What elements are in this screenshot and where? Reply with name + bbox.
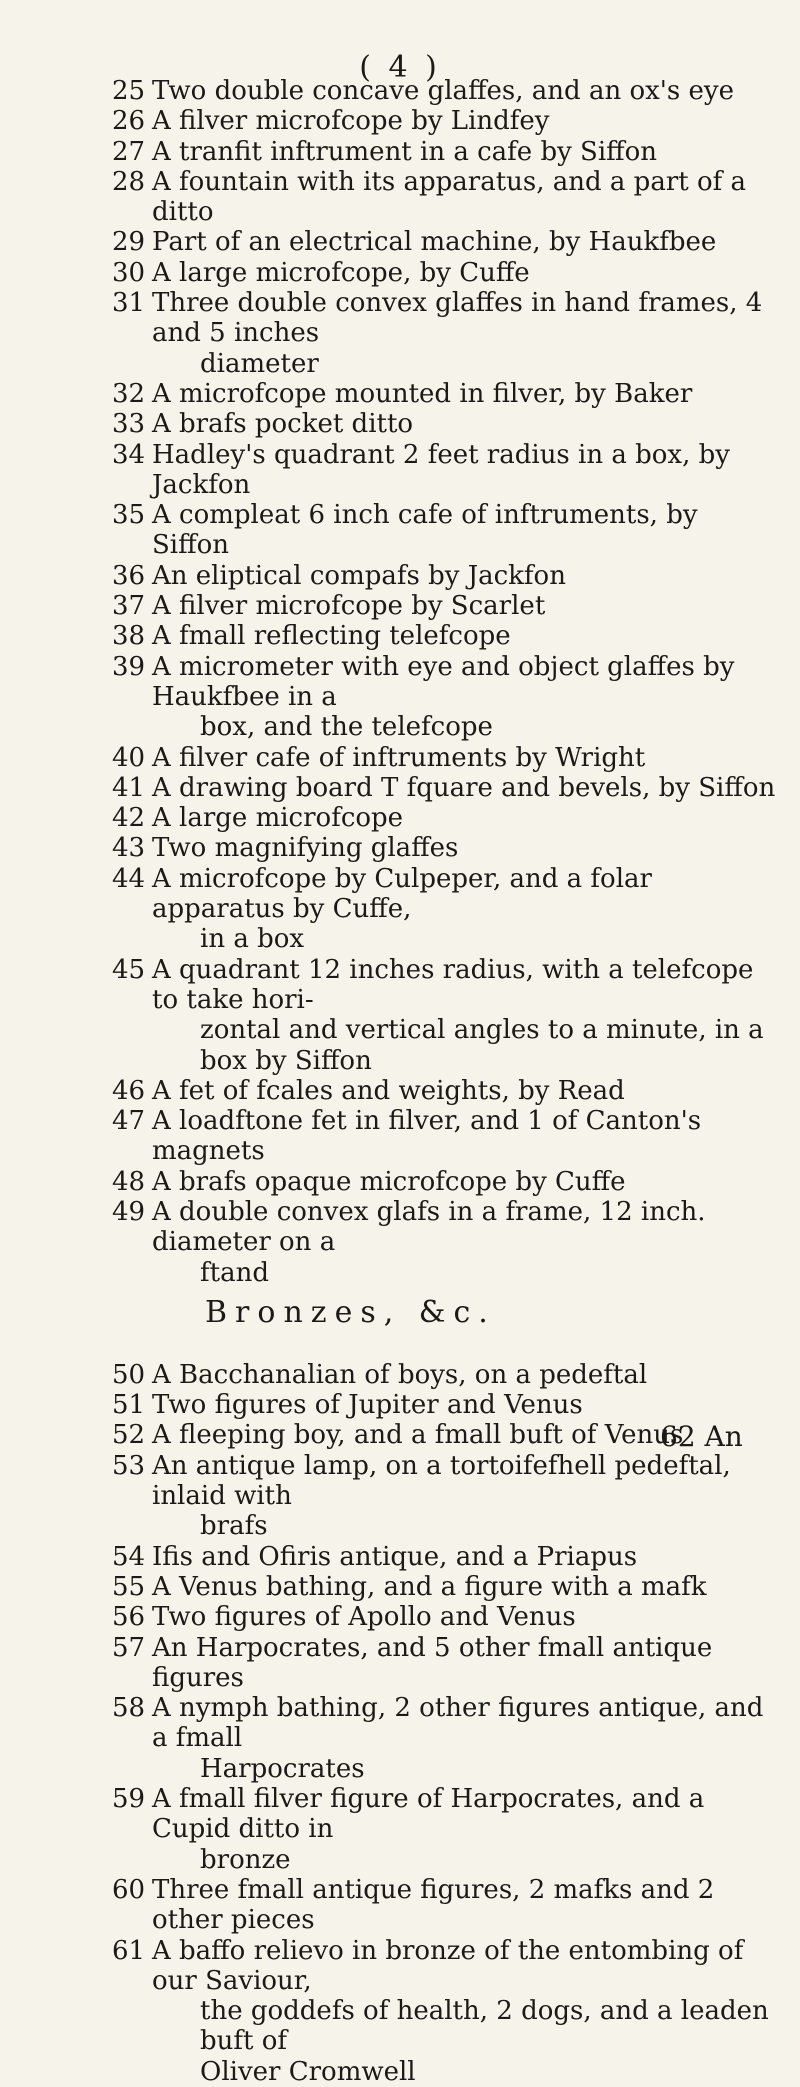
lot-description xyxy=(152,1633,776,1694)
catalogue-entry xyxy=(0,955,800,1076)
lot-number: 33 xyxy=(112,409,146,440)
description-line: A drawing board T fquare and bevels, by Siffon xyxy=(152,772,776,803)
lot-number: 29 xyxy=(112,227,146,258)
lot-number: 59 xyxy=(112,1784,146,1815)
lot-number: 50 xyxy=(112,1359,146,1390)
description-line: the goddefs of health, 2 dogs, and a leaden buft of xyxy=(200,1996,769,2057)
lot-description xyxy=(152,833,776,863)
lot-description xyxy=(152,1451,776,1542)
description-line: bronze xyxy=(200,1844,291,1875)
lot-description xyxy=(152,743,776,773)
catalogue-entry xyxy=(0,773,800,803)
description-line: A nymph bathing, 2 other figures antique, and a fmall xyxy=(152,1693,764,1754)
description-line: Ifis and Ofiris antique, and a Priapus xyxy=(152,1541,638,1572)
lot-number: 30 xyxy=(112,257,146,288)
lot-number: 54 xyxy=(112,1541,146,1572)
lot-description xyxy=(152,258,776,288)
description-line: brafs xyxy=(200,1511,268,1542)
catalogue-entry xyxy=(0,1167,800,1197)
catalogue-entry xyxy=(0,1542,800,1572)
lot-number: 53 xyxy=(112,1450,146,1481)
lot-number: 58 xyxy=(112,1693,146,1724)
catalogue-entry xyxy=(0,1784,800,1875)
lot-description xyxy=(152,379,776,409)
description-line: Part of an electrical machine, by Haukfbee xyxy=(152,227,717,258)
lot-description xyxy=(152,621,776,651)
description-line: A brafs opaque microfcope by Cuffe xyxy=(152,1166,626,1197)
description-line: A Bacchanalian of boys, on a pedeftal xyxy=(152,1359,648,1390)
description-line: A micrometer with eye and object glaffes by Haukfbee in a xyxy=(152,651,735,712)
lot-description xyxy=(152,167,776,228)
description-line: A large microfcope xyxy=(152,803,404,834)
catchword: 62 An xyxy=(660,1420,743,1453)
catalogue-entry xyxy=(0,258,800,288)
description-line: A baffo relievo in bronze of the entombing of our Saviour, xyxy=(152,1935,744,1996)
lot-number: 46 xyxy=(112,1075,146,1106)
lot-description xyxy=(152,1875,776,1936)
catalogue-entry xyxy=(0,1693,800,1784)
catalogue-entry xyxy=(0,561,800,591)
description-line: Two figures of Jupiter and Venus xyxy=(152,1390,583,1421)
lot-description xyxy=(152,1693,776,1784)
lot-number: 41 xyxy=(112,772,146,803)
catalogue-entry xyxy=(0,1197,800,1288)
lot-description xyxy=(152,137,776,167)
lot-number: 43 xyxy=(112,833,146,864)
lot-description xyxy=(152,561,776,591)
description-line: A fmall reflecting telefcope xyxy=(152,621,511,652)
lot-description xyxy=(152,1197,776,1288)
lot-description xyxy=(152,1106,776,1167)
lot-number: 48 xyxy=(112,1166,146,1197)
lot-description xyxy=(152,500,776,561)
section-heading: Bronzes, &c. xyxy=(205,1294,496,1330)
lot-number: 55 xyxy=(112,1571,146,1602)
lot-description xyxy=(152,288,776,379)
lot-number: 52 xyxy=(112,1420,146,1451)
catalogue-entry xyxy=(0,1875,800,1936)
lot-number: 37 xyxy=(112,591,146,622)
lot-description xyxy=(152,1936,776,2087)
catalogue-entry xyxy=(0,1106,800,1167)
catalogue-entry xyxy=(0,1451,800,1542)
lot-number: 31 xyxy=(112,288,146,319)
lot-number: 28 xyxy=(112,166,146,197)
lot-description xyxy=(152,409,776,439)
catalogue-entry xyxy=(0,106,800,136)
description-line: Three double convex glaffes in hand frames, 4 and 5 inches xyxy=(152,288,763,349)
description-line: A compleat 6 inch cafe of inftruments, by Siffon xyxy=(152,500,698,561)
catalogue-entry xyxy=(0,652,800,743)
lot-description xyxy=(152,1360,776,1390)
lot-description xyxy=(152,1602,776,1632)
catalogue-entry xyxy=(0,864,800,955)
catalogue-entry xyxy=(0,833,800,863)
catalogue-entry xyxy=(0,1633,800,1694)
lot-description xyxy=(152,1572,776,1602)
bronzes-list xyxy=(0,1360,800,2087)
lot-number: 57 xyxy=(112,1632,146,1663)
description-line: An antique lamp, on a tortoifefhell pedeftal, inlaid with xyxy=(152,1450,731,1512)
catalogue-entry xyxy=(0,167,800,228)
lot-number: 27 xyxy=(112,136,146,167)
lot-number: 51 xyxy=(112,1390,146,1421)
lot-description xyxy=(152,803,776,833)
catalogue-entry xyxy=(0,803,800,833)
lot-description xyxy=(152,440,776,501)
description-line: An Harpocrates, and 5 other fmall antique figures xyxy=(152,1632,713,1693)
description-line: A Venus bathing, and a figure with a mafk xyxy=(152,1571,707,1602)
catalogue-entry xyxy=(0,1602,800,1632)
description-line: ftand xyxy=(200,1257,269,1288)
description-line: A quadrant 12 inches radius, with a telefcope to take hori- xyxy=(152,954,754,1015)
description-line: in a box xyxy=(200,924,305,955)
lot-number: 56 xyxy=(112,1602,146,1633)
lot-number: 45 xyxy=(112,954,146,985)
lot-number: 60 xyxy=(112,1874,146,1905)
catalogue-entry xyxy=(0,379,800,409)
lot-number: 36 xyxy=(112,560,146,591)
description-line: An eliptical compafs by Jackfon xyxy=(152,560,566,591)
lot-description xyxy=(152,1542,776,1572)
catalogue-entry xyxy=(0,1360,800,1390)
catalogue-entry xyxy=(0,743,800,773)
catalogue-entry xyxy=(0,1076,800,1106)
lot-number: 39 xyxy=(112,651,146,682)
lot-number: 40 xyxy=(112,742,146,773)
description-line: diameter xyxy=(200,348,319,379)
catalogue-entry xyxy=(0,288,800,379)
description-line: zontal and vertical angles to a minute, in a box by Siffon xyxy=(200,1015,764,1076)
lot-description xyxy=(152,106,776,136)
description-line: A fet of fcales and weights, by Read xyxy=(152,1075,625,1106)
catalogue-entry xyxy=(0,500,800,561)
catalogue-entry xyxy=(0,76,800,106)
catalogue-entry xyxy=(0,227,800,257)
lot-description xyxy=(152,955,776,1076)
catalogue-entry xyxy=(0,440,800,501)
lot-number: 32 xyxy=(112,378,146,409)
description-line: A fmall filver figure of Harpocrates, and a Cupid ditto in xyxy=(152,1784,705,1845)
description-line: A large microfcope, by Cuffe xyxy=(152,257,530,288)
catalogue-entry xyxy=(0,621,800,651)
catalogue-entry xyxy=(0,591,800,621)
lot-number: 26 xyxy=(112,106,146,137)
lot-description xyxy=(152,76,776,106)
catalogue-entry xyxy=(0,137,800,167)
catalogue-entry xyxy=(0,1572,800,1602)
description-line: A microfcope by Culpeper, and a folar apparatus by Cuffe, xyxy=(152,863,652,925)
description-line: A filver microfcope by Lindfey xyxy=(152,106,550,137)
lot-description xyxy=(152,227,776,257)
lot-number: 34 xyxy=(112,439,146,470)
description-line: A double convex glafs in a frame, 12 inch. diameter on a xyxy=(152,1196,706,1258)
lot-number: 49 xyxy=(112,1196,146,1227)
lot-description xyxy=(152,773,776,803)
lot-number: 25 xyxy=(112,76,146,106)
lot-number: 38 xyxy=(112,621,146,652)
description-line: A filver microfcope by Scarlet xyxy=(152,591,546,622)
lot-description xyxy=(152,652,776,743)
description-line: A filver cafe of inftruments by Wright xyxy=(152,742,646,773)
lot-number: 35 xyxy=(112,500,146,531)
lot-number: 61 xyxy=(112,1935,146,1966)
description-line: Hadley's quadrant 2 feet radius in a box, by Jackfon xyxy=(152,439,730,500)
lot-description xyxy=(152,864,776,955)
lot-description xyxy=(152,1167,776,1197)
description-line: Harpocrates xyxy=(200,1753,365,1784)
catalogue-entry xyxy=(0,1390,800,1420)
lot-description xyxy=(152,1076,776,1106)
description-line: A tranfit inftrument in a cafe by Siffon xyxy=(152,136,658,167)
description-line: Two magnifying glaffes xyxy=(152,833,459,864)
description-line: Two figures of Apollo and Venus xyxy=(152,1602,576,1633)
lot-description xyxy=(152,591,776,621)
lot-number: 47 xyxy=(112,1106,146,1137)
page-number: ( 4 ) xyxy=(359,50,441,85)
description-line: Two double concave glaffes, and an ox's eye xyxy=(152,76,734,106)
description-line: Oliver Cromwell xyxy=(200,2056,416,2087)
instruments-list xyxy=(0,76,800,1288)
description-line: Three fmall antique figures, 2 mafks and 2 other pieces xyxy=(152,1874,715,1936)
description-line: A brafs pocket ditto xyxy=(152,409,414,440)
description-line: A fleeping boy, and a fmall buft of Venus xyxy=(152,1420,684,1451)
description-line: box, and the telefcope xyxy=(200,712,493,743)
description-line: A microfcope mounted in filver, by Baker xyxy=(152,378,693,409)
catalogue-entry xyxy=(0,409,800,439)
lot-number: 42 xyxy=(112,803,146,834)
catalogue-entries xyxy=(0,76,800,2087)
description-line: A loadftone fet in filver, and 1 of Canton's magnets xyxy=(152,1106,702,1167)
lot-description xyxy=(152,1784,776,1875)
description-line: A fountain with its apparatus, and a part of a ditto xyxy=(152,166,747,228)
lot-description xyxy=(152,1390,776,1420)
lot-number: 44 xyxy=(112,863,146,894)
catalogue-entry xyxy=(0,1936,800,2087)
